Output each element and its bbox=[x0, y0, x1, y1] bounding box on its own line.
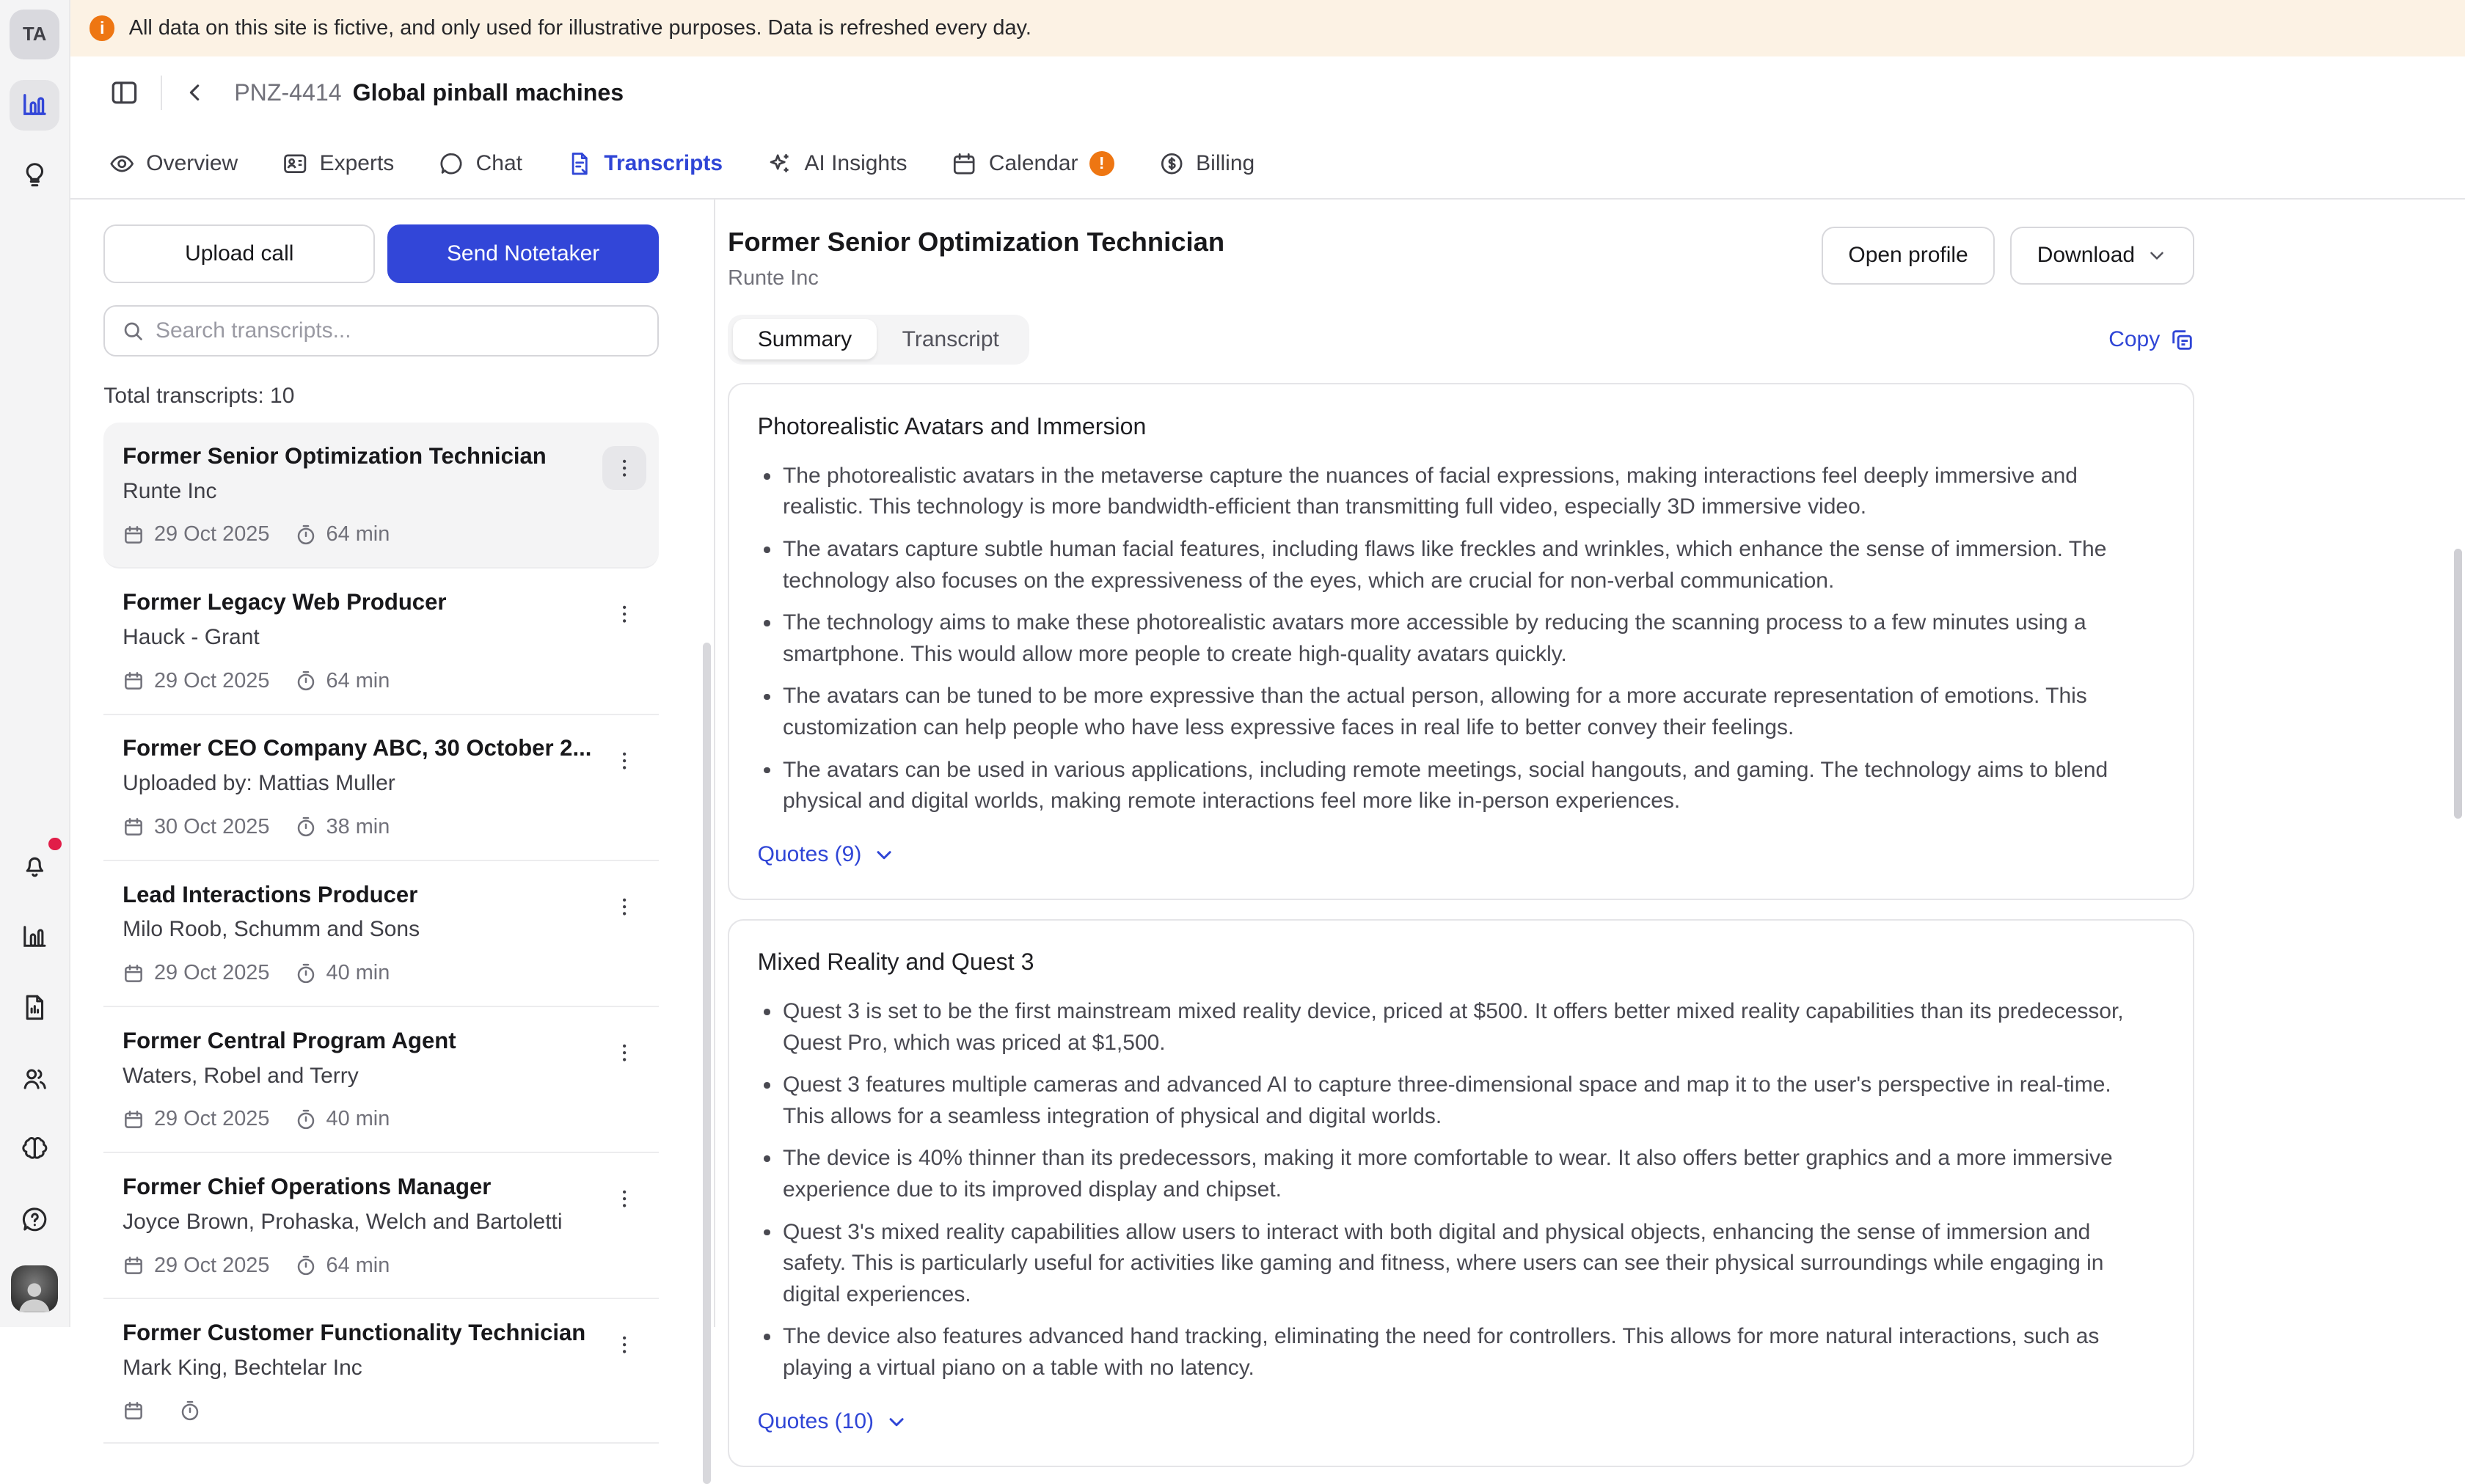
transcript-duration: 64 min bbox=[326, 1253, 390, 1277]
dollar-circle-icon bbox=[1158, 150, 1185, 177]
project-code: PNZ-4414 bbox=[234, 78, 342, 106]
total-transcripts-label: Total transcripts: 10 bbox=[103, 383, 295, 408]
copy-icon bbox=[2169, 327, 2194, 352]
back-button[interactable] bbox=[183, 80, 208, 105]
transcripts-sidebar bbox=[70, 200, 715, 1381]
transcript-duration: 40 min bbox=[326, 961, 390, 985]
transcript-subtitle: Uploaded by: Mattias Muller bbox=[123, 771, 395, 796]
summary-section bbox=[728, 919, 2194, 1467]
transcript-subtitle: Milo Roob, Schumm and Sons bbox=[123, 917, 420, 942]
open-profile-button[interactable]: Open profile bbox=[1822, 227, 1995, 285]
kebab-icon bbox=[612, 894, 637, 919]
timer-icon bbox=[295, 962, 317, 984]
analytics-icon bbox=[20, 90, 50, 120]
transcript-menu-button[interactable] bbox=[602, 1031, 646, 1075]
transcript-list-item[interactable] bbox=[103, 861, 659, 1007]
transcript-date: 29 Oct 2025 bbox=[153, 668, 270, 692]
section-bullets bbox=[758, 996, 2150, 1384]
tab-transcript[interactable]: Transcript bbox=[877, 319, 1024, 359]
user-avatar[interactable] bbox=[11, 1265, 58, 1312]
sparkles-icon bbox=[767, 150, 793, 177]
bullet-item: The avatars can be used in various applications, including remote meetings, social hangouts, and gaming. The technology aims to blend physical and digital worlds, making remote interactions feel more like in-person experiences. bbox=[758, 755, 2150, 817]
transcript-duration: 64 min bbox=[326, 668, 390, 692]
transcript-list-item[interactable] bbox=[103, 715, 659, 861]
calendar-icon bbox=[951, 150, 977, 177]
transcript-title: Former Senior Optimization Technician bbox=[123, 442, 547, 469]
document-icon bbox=[566, 150, 593, 177]
transcript-date: 29 Oct 2025 bbox=[153, 961, 270, 985]
section-heading: Photorealistic Avatars and Immersion bbox=[757, 413, 1147, 440]
users-icon bbox=[20, 1064, 50, 1094]
timer-icon bbox=[295, 1108, 317, 1130]
download-button[interactable]: Download bbox=[2010, 227, 2194, 285]
upload-call-button[interactable]: Upload call bbox=[103, 224, 375, 282]
transcript-duration: 64 min bbox=[326, 522, 390, 547]
transcript-subtitle: Hauck - Grant bbox=[123, 625, 260, 649]
kebab-icon bbox=[612, 748, 637, 773]
header-divider bbox=[161, 76, 162, 110]
expert-title: Former Senior Optimization Technician bbox=[728, 226, 1225, 257]
bullet-item: The photorealistic avatars in the metaverse capture the nuances of facial expressions, making interactions feel deeply immersive and realistic. This technology is more bandwidth-efficient than transmitting full video, especially 3D immersive video. bbox=[758, 461, 2150, 523]
transcript-list-item[interactable] bbox=[103, 1153, 659, 1299]
project-tabs bbox=[70, 129, 2464, 200]
lightbulb-icon bbox=[20, 159, 50, 189]
transcript-subtitle: Waters, Robel and Terry bbox=[123, 1063, 359, 1088]
timer-icon bbox=[179, 1400, 201, 1422]
summary-sections bbox=[728, 383, 2194, 1466]
charts-nav-button[interactable] bbox=[10, 912, 60, 962]
transcript-list-item[interactable] bbox=[103, 423, 659, 569]
transcript-date: 30 Oct 2025 bbox=[153, 814, 270, 838]
transcript-list-item[interactable] bbox=[103, 1299, 659, 1443]
main-scrollbar[interactable] bbox=[2454, 549, 2462, 819]
timer-icon bbox=[295, 524, 317, 546]
transcript-list-item[interactable] bbox=[103, 1007, 659, 1153]
calendar-alert-badge: ! bbox=[1089, 151, 1114, 176]
tab-chat[interactable]: Chat bbox=[438, 150, 522, 177]
kebab-icon bbox=[612, 602, 637, 626]
expert-company: Runte Inc bbox=[728, 266, 819, 290]
tab-summary[interactable]: Summary bbox=[733, 319, 877, 359]
chevron-down-icon bbox=[872, 843, 896, 866]
eye-icon bbox=[109, 150, 135, 177]
calendar-icon bbox=[123, 1108, 145, 1130]
transcript-search[interactable] bbox=[103, 305, 659, 357]
transcript-date: 29 Oct 2025 bbox=[153, 1107, 270, 1131]
quotes-toggle[interactable]: Quotes (10) bbox=[758, 1409, 908, 1434]
transcript-menu-button[interactable] bbox=[602, 1177, 646, 1221]
sidebar-toggle-button[interactable] bbox=[109, 77, 140, 109]
bullet-item: The avatars can be tuned to be more expressive than the actual person, allowing for a more accurate representation of emotions. This customization can help people who have less expressive faces in real life to better convey their feelings. bbox=[758, 681, 2150, 743]
left-rail bbox=[0, 0, 70, 1327]
kebab-icon bbox=[612, 1332, 637, 1357]
brain-icon bbox=[20, 1134, 50, 1164]
chevron-down-icon bbox=[885, 1410, 908, 1433]
kebab-icon bbox=[612, 456, 637, 480]
section-bullets bbox=[758, 461, 2150, 817]
project-title: Global pinball machines bbox=[352, 78, 624, 106]
sidebar-scrollbar[interactable] bbox=[703, 643, 711, 1483]
search-icon bbox=[121, 319, 145, 343]
tab-ai-insights[interactable]: AI Insights bbox=[767, 150, 907, 177]
transcript-duration: 40 min bbox=[326, 1107, 390, 1131]
notification-dot bbox=[48, 838, 61, 850]
calendar-icon bbox=[123, 670, 145, 692]
transcript-title: Former Legacy Web Producer bbox=[123, 589, 447, 615]
transcript-date: 29 Oct 2025 bbox=[153, 1253, 270, 1277]
bullet-item: The device also features advanced hand tracking, eliminating the need for controllers. This allows for more natural interactions, such as playing a virtual piano on a table with no latency. bbox=[758, 1321, 2150, 1384]
banner-text: All data on this site is fictive, and only used for illustrative purposes. Data is refreshed every day. bbox=[128, 16, 1031, 40]
transcript-date: 29 Oct 2025 bbox=[153, 522, 270, 547]
contact-card-icon bbox=[282, 150, 308, 177]
calendar-icon bbox=[123, 962, 145, 984]
bullet-item: The avatars capture subtle human facial features, including flaws like freckles and wrinkles, which enhance the sense of immersion. The technology also focuses on the expressiveness of the eyes, which are crucial for non-verbal communication. bbox=[758, 534, 2150, 596]
transcript-menu-button[interactable] bbox=[602, 885, 646, 929]
transcript-subtitle: Runte Inc bbox=[123, 478, 217, 503]
transcript-menu-button[interactable] bbox=[602, 1323, 646, 1367]
kebab-icon bbox=[612, 1040, 637, 1065]
help-icon bbox=[20, 1205, 50, 1235]
info-icon: i bbox=[90, 15, 114, 40]
transcript-menu-button[interactable] bbox=[602, 592, 646, 636]
transcript-title: Former Customer Functionality Technician bbox=[123, 1320, 586, 1346]
bell-icon bbox=[20, 851, 50, 881]
transcript-subtitle: Joyce Brown, Prohaska, Welch and Bartoletti bbox=[123, 1209, 563, 1234]
quotes-toggle[interactable]: Quotes (9) bbox=[758, 842, 896, 867]
analytics-nav-button[interactable] bbox=[10, 80, 60, 131]
tab-transcripts[interactable]: Transcripts bbox=[566, 150, 723, 177]
transcript-detail bbox=[715, 200, 2465, 1433]
bullet-item: The device is 40% thinner than its predecessors, making it more comfortable to wear. It also offers better graphics and a more immersive experience due to its improved display and chipset. bbox=[758, 1143, 2150, 1205]
report-icon bbox=[20, 993, 50, 1023]
ideas-nav-button[interactable] bbox=[10, 150, 60, 200]
bullet-item: The technology aims to make these photorealistic avatars more accessible by reducing the scanning process to a few minutes using a smartphone. This would allow more people to create high-quality avatars quickly. bbox=[758, 607, 2150, 670]
panel-left-icon bbox=[109, 77, 140, 109]
transcript-list bbox=[103, 423, 659, 1444]
people-nav-button[interactable] bbox=[10, 1053, 60, 1104]
tab-billing[interactable]: Billing bbox=[1158, 150, 1255, 177]
tab-calendar[interactable]: Calendar ! bbox=[951, 150, 1114, 177]
timer-icon bbox=[295, 816, 317, 838]
transcript-list-item[interactable] bbox=[103, 569, 659, 714]
fictive-data-banner bbox=[70, 0, 2464, 56]
calendar-icon bbox=[123, 816, 145, 838]
calendar-icon bbox=[123, 1400, 145, 1422]
transcript-menu-button[interactable] bbox=[602, 739, 646, 783]
tab-experts[interactable]: Experts bbox=[282, 150, 394, 177]
send-notetaker-button[interactable]: Send Notetaker bbox=[387, 224, 659, 282]
chat-bubble-icon bbox=[438, 150, 464, 177]
reports-nav-button[interactable] bbox=[10, 982, 60, 1033]
search-input[interactable] bbox=[156, 318, 642, 343]
section-heading: Mixed Reality and Quest 3 bbox=[757, 948, 1034, 976]
help-button[interactable] bbox=[10, 1195, 60, 1246]
timer-icon bbox=[295, 670, 317, 692]
bullet-item: Quest 3 is set to be the first mainstream mixed reality device, priced at $500. It offers better mixed reality capabilities than its predecessor, Quest Pro, which was priced at $1,500. bbox=[758, 996, 2150, 1059]
calendar-icon bbox=[123, 524, 145, 546]
view-switcher bbox=[728, 315, 1029, 365]
transcript-subtitle: Mark King, Bechtelar Inc bbox=[123, 1356, 362, 1381]
kebab-icon bbox=[612, 1186, 637, 1211]
transcript-duration: 38 min bbox=[326, 814, 390, 838]
calendar-icon bbox=[123, 1254, 145, 1276]
bar-chart-icon bbox=[20, 922, 50, 952]
bullet-item: Quest 3 features multiple cameras and advanced AI to capture three-dimensional space and map it to the user's perspective in real-time. This allows for a seamless integration of physical and digital worlds. bbox=[758, 1070, 2150, 1132]
copy-button[interactable]: Copy bbox=[2108, 327, 2194, 352]
bullet-item: Quest 3's mixed reality capabilities allow users to interact with both digital and physical objects, enhancing the sense of immersion and safety. This is particularly useful for activities like gaming and fitness, where users can see their physical surroundings while engaging in digital experiences. bbox=[758, 1217, 2150, 1311]
transcript-title: Former Chief Operations Manager bbox=[123, 1174, 492, 1200]
transcript-title: Lead Interactions Producer bbox=[123, 881, 418, 907]
transcript-title: Former Central Program Agent bbox=[123, 1027, 456, 1053]
timer-icon bbox=[295, 1254, 317, 1276]
chevron-left-icon bbox=[183, 80, 208, 105]
chevron-down-icon bbox=[2146, 244, 2168, 266]
workspace-avatar[interactable]: TA bbox=[10, 10, 60, 60]
tab-overview[interactable]: Overview bbox=[109, 150, 238, 177]
summary-section bbox=[728, 383, 2194, 899]
transcript-menu-button[interactable] bbox=[602, 446, 646, 490]
ai-nav-button[interactable] bbox=[10, 1124, 60, 1174]
notifications-button[interactable] bbox=[10, 841, 60, 892]
transcript-title: Former CEO Company ABC, 30 October 2... bbox=[123, 735, 592, 761]
project-header bbox=[70, 56, 2464, 129]
